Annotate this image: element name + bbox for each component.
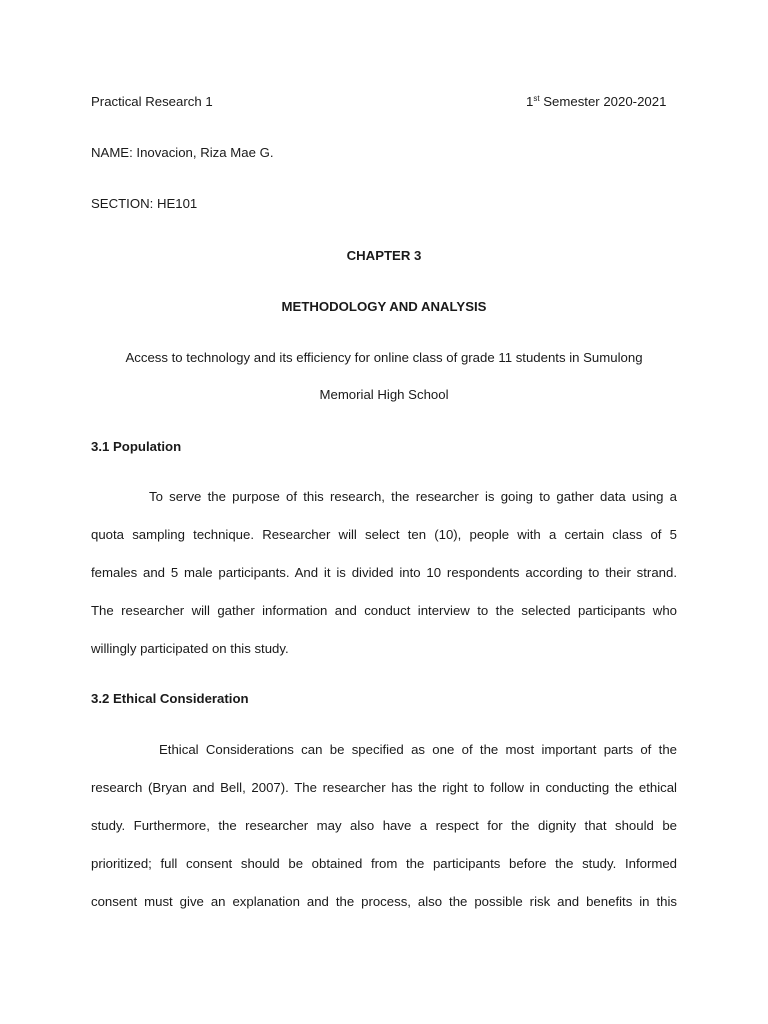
paragraph-line — [91, 818, 677, 834]
paragraph-line-text: study. Furthermore, the researcher may also have a respect for the dignity that should be — [91, 818, 677, 833]
paragraph-line — [91, 742, 677, 758]
semester-suffix: st — [533, 94, 540, 103]
paragraph-line — [91, 527, 677, 543]
paragraph-line-text: consent must give an explanation and the process, also the possible risk and benefits in this — [91, 894, 677, 909]
paragraph-line — [91, 565, 677, 581]
paragraph-line-text: The researcher will gather information and conduct interview to the selected participants who — [91, 603, 677, 618]
paragraph-line: willingly participated on this study. — [91, 641, 289, 656]
semester-rest: Semester 2020-2021 — [539, 94, 667, 109]
student-name: NAME: Inovacion, Riza Mae G. — [91, 145, 274, 160]
course-title: Practical Research 1 — [91, 94, 213, 109]
paragraph-line-text: Ethical Considerations can be specified as one of the most important parts of the — [159, 742, 677, 757]
paragraph-line — [91, 489, 677, 505]
paragraph-line-text: females and 5 male participants. And it is divided into 10 respondents according to their strand. — [91, 565, 677, 580]
paragraph-line — [91, 894, 677, 910]
semester-ordinal: 1 — [526, 94, 534, 109]
chapter-title: METHODOLOGY AND ANALYSIS — [281, 299, 487, 314]
paragraph-line — [91, 603, 677, 619]
paragraph-line — [91, 780, 677, 796]
paragraph-line-text: To serve the purpose of this research, the researcher is going to gather data using a — [149, 489, 677, 504]
chapter-label: CHAPTER 3 — [346, 248, 422, 263]
study-title-line2: Memorial High School — [319, 387, 449, 402]
paragraph-line-text: quota sampling technique. Researcher will select ten (10), people with a certain class of 5 — [91, 527, 677, 542]
study-title-line1: Access to technology and its efficiency for online class of grade 11 students in Sumulong — [125, 350, 643, 365]
paragraph-line — [91, 856, 677, 872]
section-heading-population: 3.1 Population — [91, 439, 182, 454]
student-section: SECTION: HE101 — [91, 196, 198, 211]
paragraph-line-text: prioritized; full consent should be obtained from the participants before the study. Informed — [91, 856, 677, 871]
semester-label — [526, 94, 666, 110]
paragraph-line-text: research (Bryan and Bell, 2007). The researcher has the right to follow in conducting the ethical — [91, 780, 677, 795]
section-heading-ethical: 3.2 Ethical Consideration — [91, 691, 249, 706]
